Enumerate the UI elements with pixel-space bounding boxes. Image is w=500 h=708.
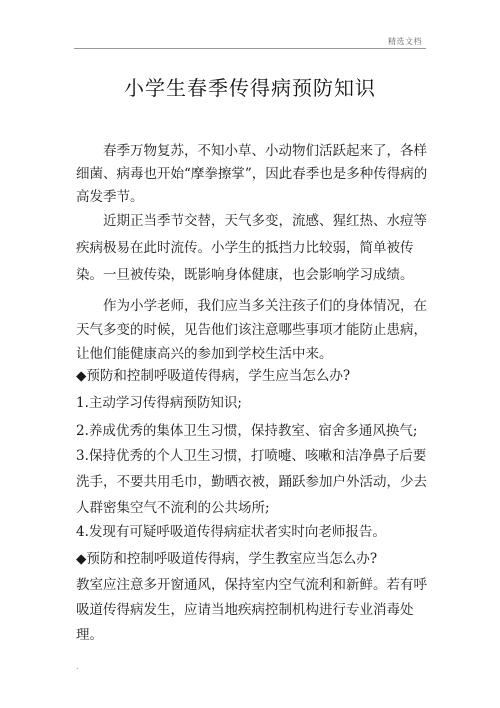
paragraph-teacher: 作为小学老师，我们应当多关注孩子们的身体情况，在天气多变的时候，见告他们该注意哪些事项才能防止患病，让他们能健康高兴的参加到学校生活中来。: [76, 298, 427, 362]
list-item: 3.保持优秀的个人卫生习惯，打喷嚏、咳嗽和洁净鼻子后要洗手，不要共用毛巾，勤晒衣被，踊跃参加户外活动，少去人群密集空气不流利的公共场所;: [76, 448, 427, 516]
paragraph-intro: 春季万物复苏，不知小草、小动物们活跃起来了，各样细菌、病毒也开始“摩拳擦掌”，因此春季也是多种传得病的高发季节。: [76, 143, 428, 205]
list-item: 1.主动学习传得病预防知识;: [76, 395, 242, 411]
paragraph-season: 近期正当季节交替，天气多变，流感、猩红热、水痘等疾病极易在此时流传。小学生的抵挡力比较弱，简单被传染。一旦被传染，既影响身体健康，也会影响学习成绩。: [76, 213, 427, 283]
list-item: 4.发现有可疑呼吸道传得病症状者实时向老师报告。: [76, 524, 386, 540]
header-rule: [74, 48, 426, 49]
header-tag: 精选文档: [388, 37, 422, 46]
footer-mark: .: [76, 662, 79, 671]
section-heading-classroom: ◆预防和控制呼吸道传得病，学生教室应当怎么办?: [76, 551, 378, 567]
section-heading-students: ◆预防和控制呼吸道传得病，学生应当怎么办?: [76, 368, 351, 384]
paragraph-classroom: 教室应注意多开窗通风，保持室内空气流利和新鲜。若有呼吸道传得病发生，应请当地疾病控制机构进行专业消毒处理。: [76, 577, 427, 643]
list-item: 2.养成优秀的集体卫生习惯，保持教室、宿舍多通风换气;: [76, 423, 418, 439]
page-title: 小学生春季传得病预防知识: [124, 76, 376, 100]
